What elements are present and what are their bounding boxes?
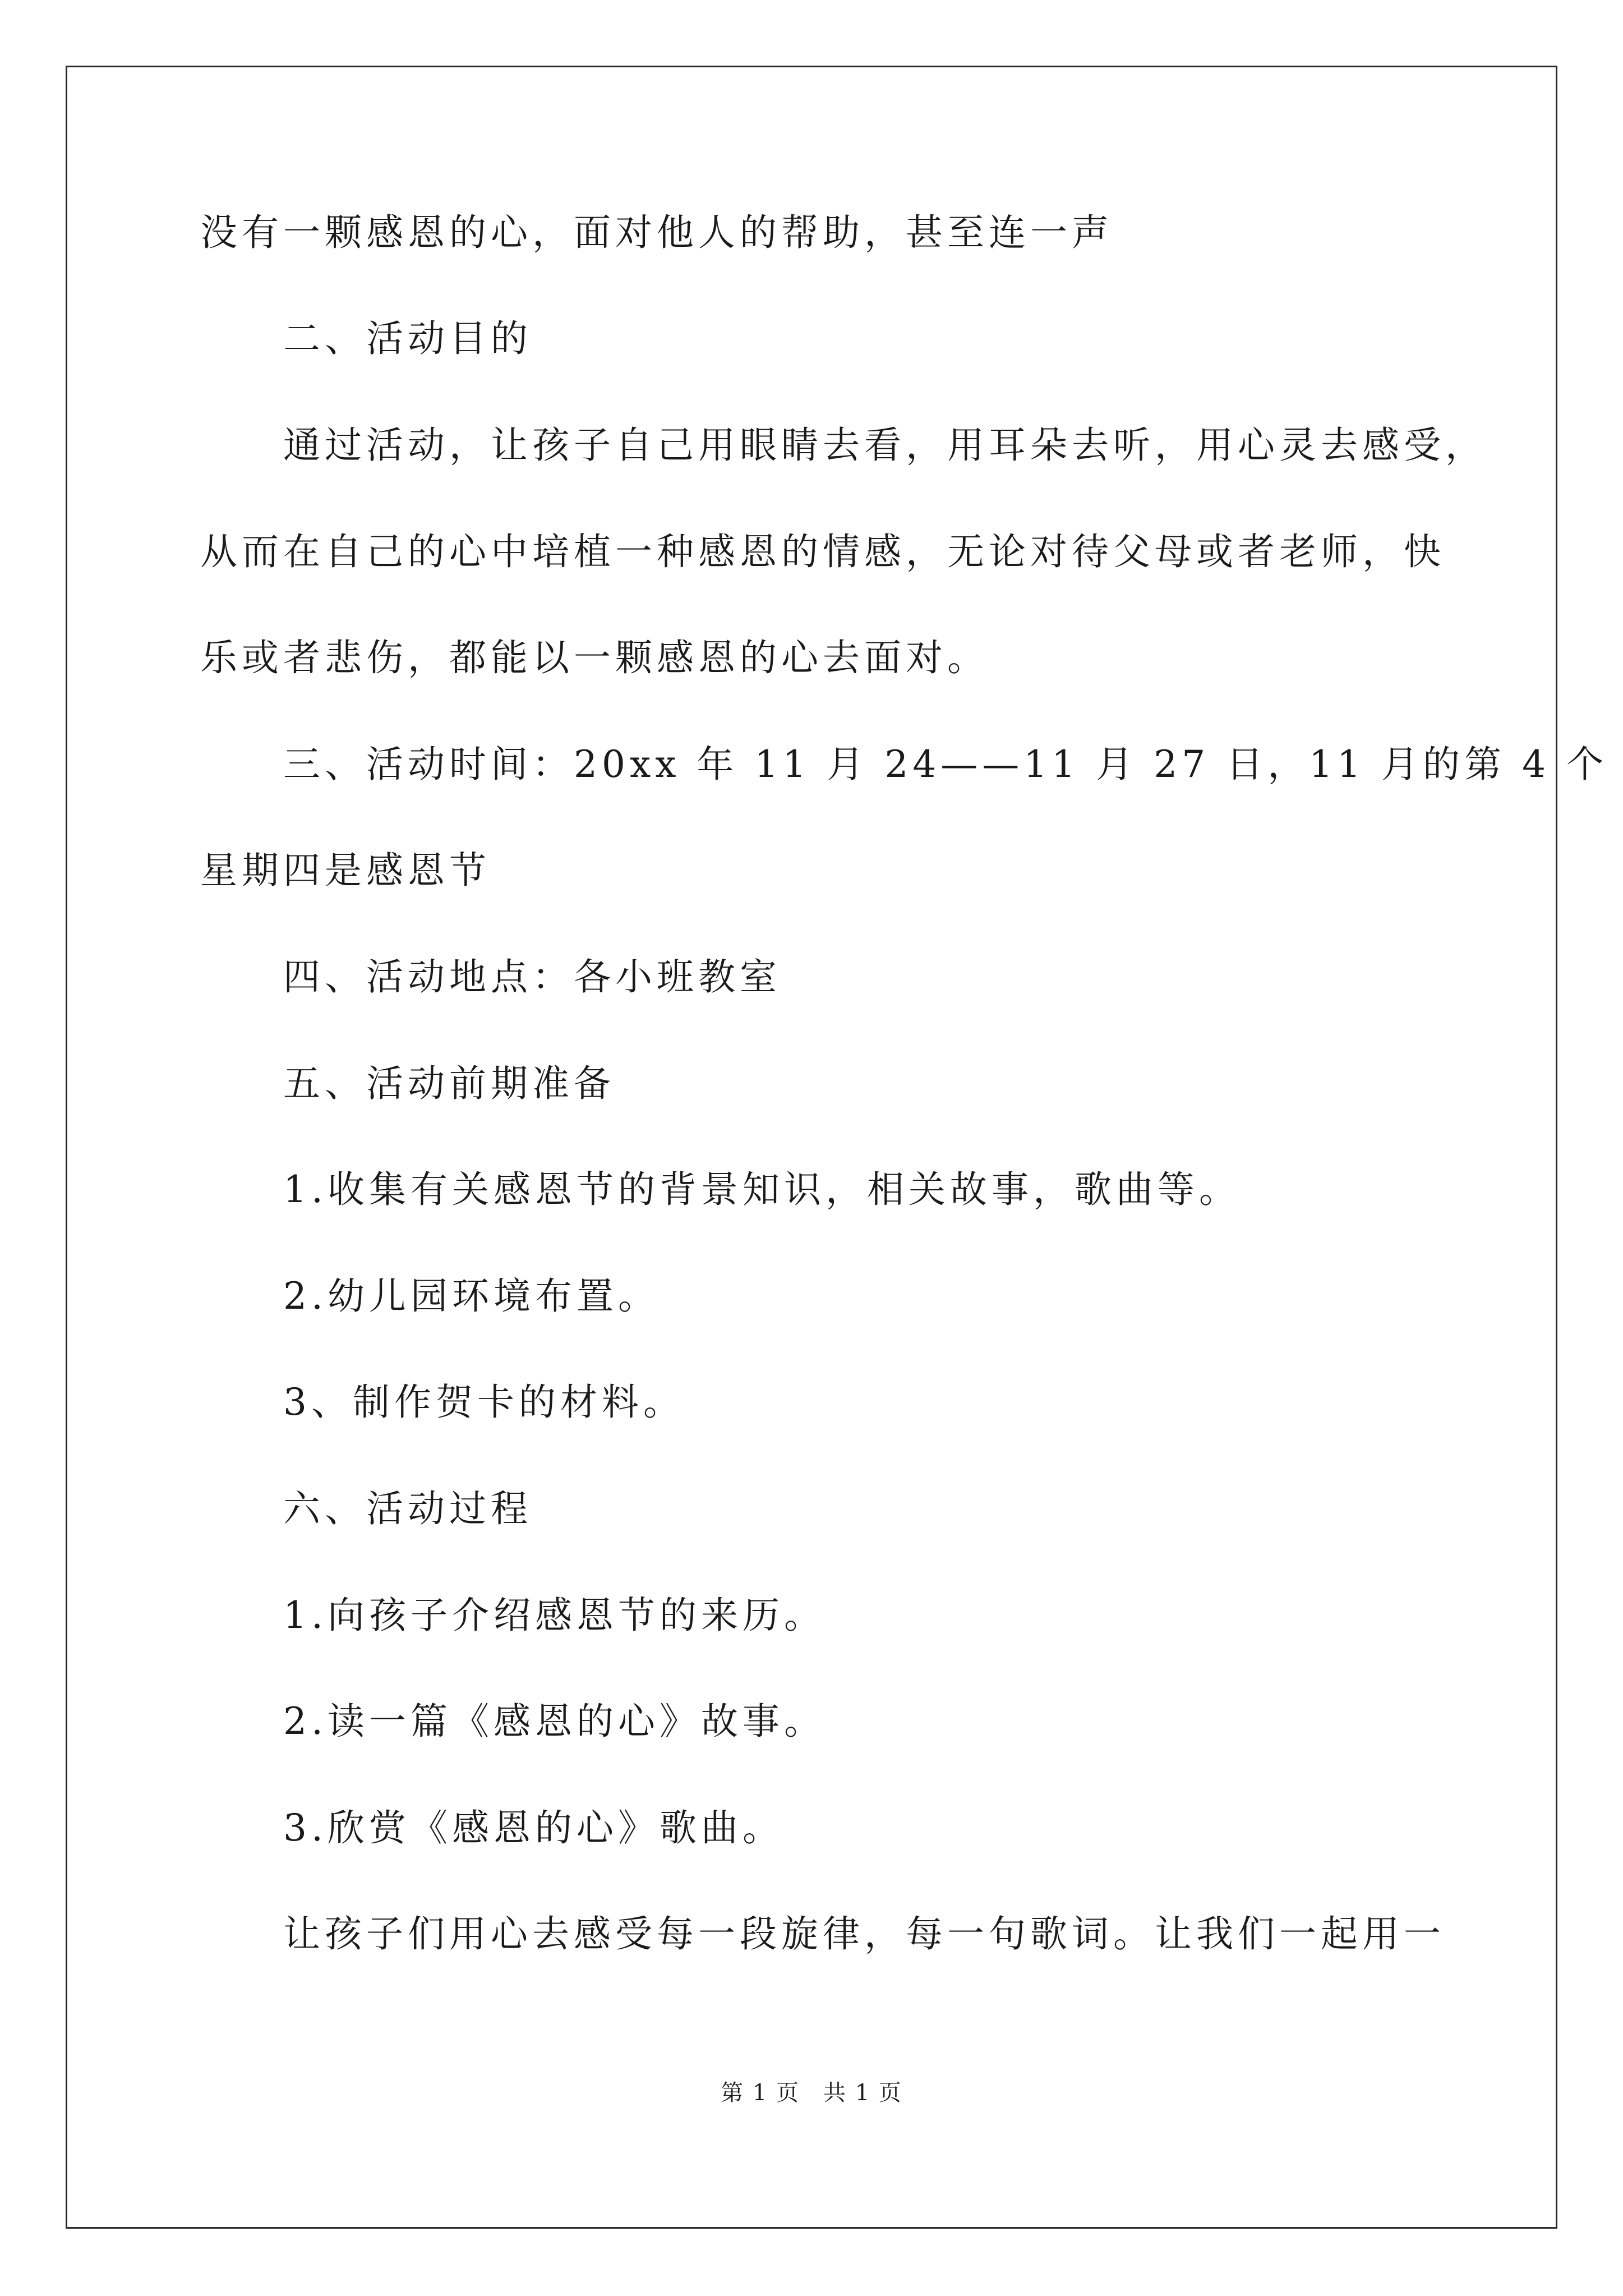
list-item-process-2: 2.读一篇《感恩的心》故事。 xyxy=(283,1700,826,1743)
body-line-4: 乐或者悲伤，都能以一颗感恩的心去面对。 xyxy=(200,636,989,679)
section-heading-process: 六、活动过程 xyxy=(283,1487,532,1530)
list-item-prep-1: 1.收集有关感恩节的背景知识，相关故事，歌曲等。 xyxy=(283,1168,1241,1211)
page-number-footer: 第 1 页 共 1 页 xyxy=(721,2080,902,2106)
body-line-3: 从而在自己的心中培植一种感恩的情感，无论对待父母或者老师，快 xyxy=(200,530,1445,573)
list-item-process-3: 3.欣赏《感恩的心》歌曲。 xyxy=(283,1806,784,1849)
page-border xyxy=(66,66,1557,2229)
section-heading-objective: 二、活动目的 xyxy=(283,317,532,360)
section-heading-location: 四、活动地点：各小班教室 xyxy=(283,955,781,999)
section-heading-preparation: 五、活动前期准备 xyxy=(283,1062,615,1105)
list-item-process-1: 1.向孩子介绍感恩节的来历。 xyxy=(283,1594,826,1637)
body-line-6: 让孩子们用心去感受每一段旋律，每一句歌词。让我们一起用一 xyxy=(283,1912,1445,1955)
body-line-1: 没有一颗感恩的心，面对他人的帮助，甚至连一声 xyxy=(200,211,1113,254)
body-line-2: 通过活动，让孩子自己用眼睛去看，用耳朵去听，用心灵去感受， xyxy=(283,424,1487,467)
list-item-prep-2: 2.幼儿园环境布置。 xyxy=(283,1274,660,1318)
section-heading-time: 三、活动时间：20xx 年 11 月 24——11 月 27 日，11 月的第 4 个 xyxy=(283,743,1608,786)
body-line-5: 星期四是感恩节 xyxy=(200,849,491,892)
list-item-prep-3: 3、制作贺卡的材料。 xyxy=(283,1381,685,1424)
